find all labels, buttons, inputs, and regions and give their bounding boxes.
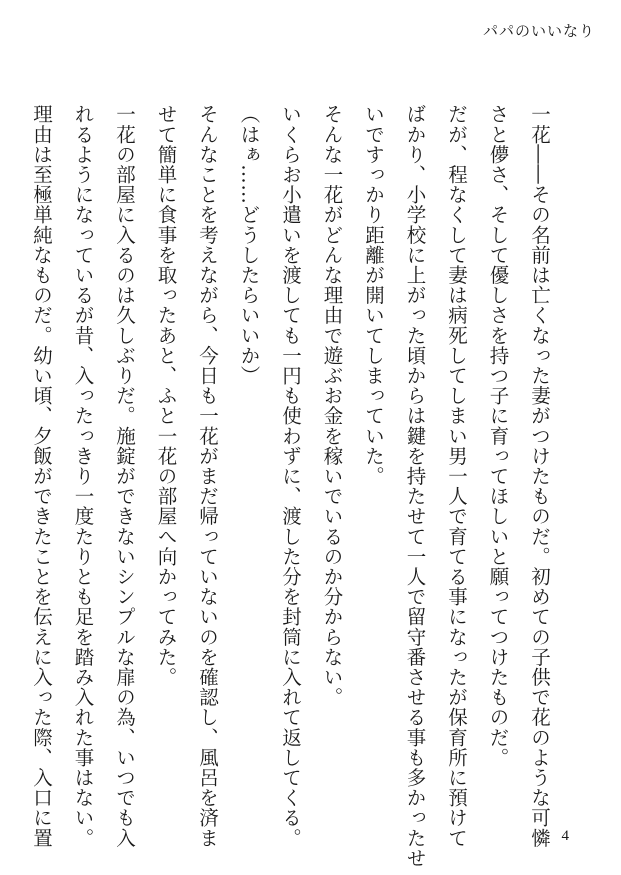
text-line: いですっかり距離が開いてしまっていた。 <box>362 104 385 486</box>
text-line: せて簡単に食事を取ったあと、ふと一花の部屋へ向かってみた。 <box>154 104 178 687</box>
page-number: 4 <box>561 828 569 844</box>
text-line: いくらお小遣いを渡しても一円も使わずに、渡した分を封筒に入れて返してくる。 <box>279 104 302 848</box>
body-text <box>30 104 560 868</box>
text-line: れるようになっているが昔、入ったっきり一度たりとも足を踏み入れた事はない。 <box>71 104 95 848</box>
text-line: そんなことを考えながら、今日も一花がまだ帰っていないのを確認し、風呂を済ま <box>196 104 219 848</box>
text-line: 一花の部屋に入るのは久しぶりだ。施錠ができないシンプルな扉の為、いつでも入 <box>113 104 136 848</box>
running-title: パパのいいなり <box>482 22 595 40</box>
text-line: （はぁ……どうしたらいいか） <box>237 104 261 386</box>
text-line: 理由は至極単純なものだ。幼い頃、夕飯ができたことを伝えに入った際、入口に置 <box>30 104 53 848</box>
text-line: そんな一花がどんな理由で遊ぶお金を稼いでいるのか分からない。 <box>320 104 344 707</box>
text-line: さと儚さ、そして優しさを持つ子に育ってほしいと願ってつけたものだ。 <box>486 104 510 768</box>
text-line: 一花――その名前は亡くなった妻がつけたものだ。初めての子供で花のような可憐 <box>528 104 551 848</box>
text-line: だが、程なくして妻は病死してしまい男一人で育てる事になったが保育所に預けて <box>445 104 468 848</box>
text-line: ばかり、小学校に上がった頃からは鍵を持たせて一人で留守番させる事も多かったせ <box>403 104 427 868</box>
